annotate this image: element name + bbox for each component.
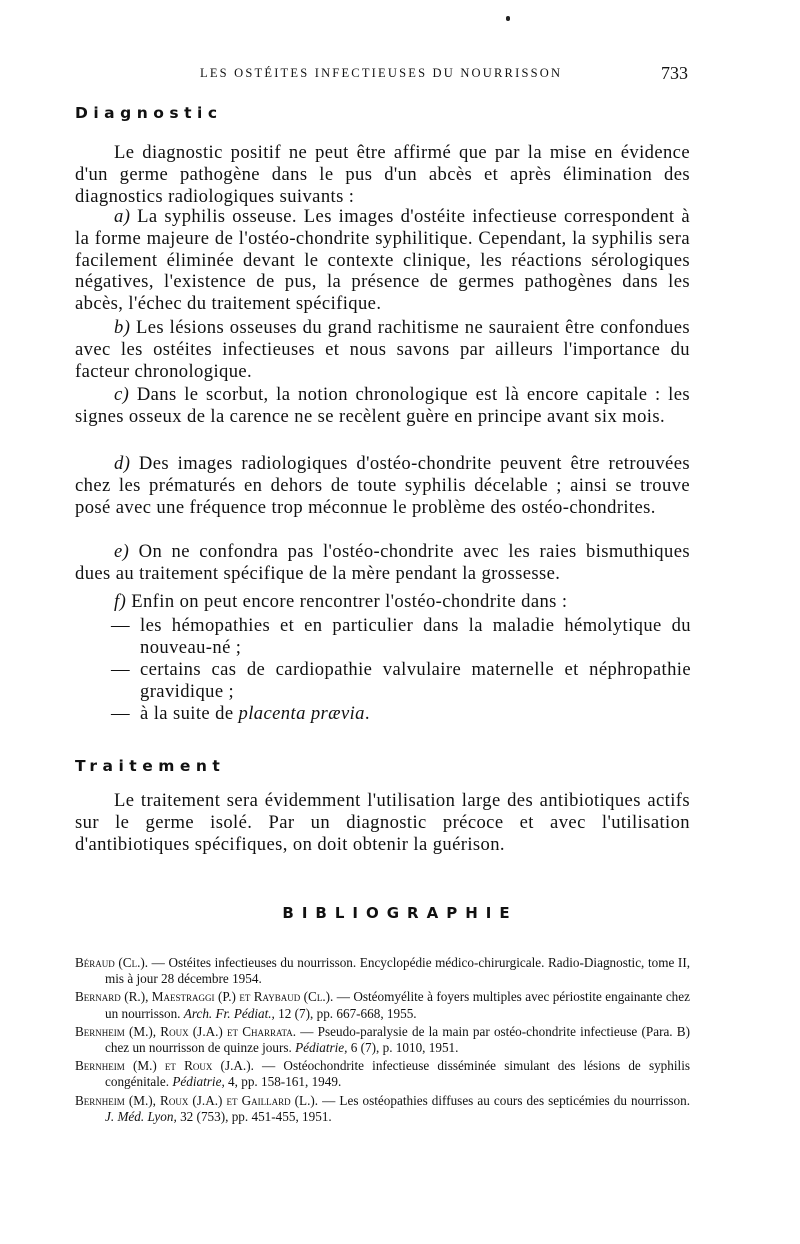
paragraph: Le traitement sera évidemment l'utilisation large des antibiotiques actifs sur le germe isolé. Par un diagnostic précoce et avec l'utilisation d'antibiotiques spécifiques, on doit obtenir la guérison. — [75, 790, 690, 855]
bibliography-list — [75, 955, 690, 1127]
entry-text: — Les ostéopathies diffuses au cours des septicémies du nourrisson. — [318, 1092, 690, 1108]
dash-list-item — [111, 659, 691, 703]
entry-journal: Arch. Fr. Pédiat., — [183, 1005, 275, 1021]
entry-journal: J. Méd. Lyon, — [105, 1108, 177, 1124]
item-text: Enfin on peut encore rencontrer l'ostéo-chondrite dans : — [126, 591, 568, 612]
paragraph — [75, 591, 690, 613]
entry-rest: 6 (7), p. 1010, 1951. — [347, 1040, 459, 1056]
dash-list-item — [111, 703, 691, 725]
entry-rest: 32 (753), pp. 451-455, 1951. — [176, 1108, 332, 1124]
entry-authors: Béraud (Cl.). — [75, 955, 149, 970]
dash-item-text — [140, 703, 691, 725]
diagnostic-item-e — [75, 541, 690, 585]
paragraph — [75, 453, 690, 518]
item-label: b) — [114, 317, 131, 338]
entry-rest: 4, pp. 158-161, 1949. — [224, 1074, 342, 1090]
bibliography-entry — [75, 955, 690, 987]
entry-journal: Pédiatrie, — [295, 1040, 348, 1056]
paragraph — [75, 384, 690, 428]
traitement-text — [75, 790, 690, 855]
item-label: c) — [114, 384, 130, 405]
paragraph — [75, 541, 690, 585]
dash-item-prefix: à la suite de — [140, 703, 239, 724]
item-text: Les lésions osseuses du grand rachitisme ne sauraient être confondues avec les ostéites infectieuses et nous savons par ailleurs l'importance du facteur chronologique. — [75, 317, 690, 382]
item-text: La syphilis osseuse. Les images d'ostéite infectieuse correspondent à la forme majeure de l'ostéo-chondrite syphilitique. Cependant, la syphilis sera facilement éliminée devant le contexte clinique, les réactions sérologiques négatives, l'existence de pus, la présence de germes pathogènes dans les abcès, l'échec du traitement spécifique. — [75, 206, 690, 315]
section-heading-traitement: Traitement — [75, 757, 226, 775]
entry-text: — Ostéochondrite infectieuse disséminée simulant des lésions de syphilis congénitale. — [105, 1058, 690, 1090]
entry-authors: Bernheim (M.), Roux (J.A.) et Charrata. — [75, 1023, 297, 1039]
item-text: Des images radiologiques d'ostéo-chondrite peuvent être retrouvées chez les prématurés en dehors de toute syphilis décelable ; ainsi se trouve posé avec une fréquence trop méconnue le problème des ostéo-chondrites. — [75, 453, 690, 518]
dash-bullet: — — [111, 703, 130, 724]
entry-rest: 12 (7), pp. 667-668, 1955. — [274, 1005, 417, 1021]
item-label: e) — [114, 541, 130, 562]
diagnostic-item-f — [75, 591, 690, 613]
paragraph — [75, 317, 690, 382]
bibliography-entry — [75, 1058, 690, 1090]
entry-journal: Pédiatrie, — [172, 1074, 225, 1090]
bibliography-entry — [75, 1024, 690, 1056]
dash-item-text: certains cas de cardiopathie valvulaire maternelle et néphropathie gravidique ; — [140, 659, 691, 702]
diagnostic-item-a — [75, 206, 690, 315]
dash-item-italic: placenta prævia — [238, 703, 365, 724]
paragraph — [75, 206, 690, 315]
dash-bullet: — — [111, 615, 130, 636]
entry-authors: Bernheim (M.), Roux (J.A.) et Gaillard (L.). — [75, 1092, 319, 1108]
item-label: d) — [114, 453, 131, 474]
running-header — [0, 63, 800, 86]
entry-text: — Ostéites infectieuses du nourrisson. Encyclopédie médico-chirurgicale. Radio-Diagnostic, tome II, mis à jour 28 décembre 1954. — [105, 955, 691, 987]
diagnostic-intro — [75, 142, 690, 207]
ink-mark — [506, 16, 510, 21]
paragraph: Le diagnostic positif ne peut être affirmé que par la mise en évidence d'un germe pathogène dans le pus d'un abcès et après élimination des diagnostics radiologiques suivants : — [75, 142, 690, 207]
bibliography-entry — [75, 1093, 690, 1125]
diagnostic-item-b — [75, 317, 690, 382]
entry-text: — Pseudo-paralysie de la main par ostéo-chondrite infectieuse (Para. B) chez un nourrisson de quinze jours. — [105, 1023, 690, 1056]
dash-bullet: — — [111, 659, 130, 680]
item-text: On ne confondra pas l'ostéo-chondrite avec les raies bismuthiques dues au traitement spécifique de la mère pendant la grossesse. — [75, 541, 690, 584]
section-heading-diagnostic: Diagnostic — [75, 104, 223, 122]
page-number: 733 — [661, 63, 688, 83]
dash-item-suffix: . — [364, 703, 370, 724]
item-text: Dans le scorbut, la notion chronologique est là encore capitale : les signes osseux de la carence ne se recèlent guère en principe avant six mois. — [75, 384, 690, 427]
dash-list-item — [111, 615, 691, 659]
item-label: a) — [114, 206, 131, 227]
bibliography-entry — [75, 989, 690, 1021]
entry-authors: Bernheim (M.) et Roux (J.A.). — [75, 1058, 254, 1074]
diagnostic-item-d — [75, 453, 690, 518]
running-title: LES OSTÉITES INFECTIEUSES DU NOURRISSON — [200, 66, 563, 80]
dash-item-text: les hémopathies et en particulier dans la maladie hémolytique du nouveau-né ; — [140, 615, 691, 658]
item-label: f) — [114, 591, 127, 612]
entry-authors: Bernard (R.), Maestraggi (P.) et Raybaud (Cl.). — [75, 989, 334, 1005]
diagnostic-item-c — [75, 384, 690, 428]
entry-text: — Ostéomyélite à foyers multiples avec périostite engainante chez un nourrisson. — [105, 989, 690, 1021]
bibliography-heading: BIBLIOGRAPHIE — [282, 904, 518, 922]
